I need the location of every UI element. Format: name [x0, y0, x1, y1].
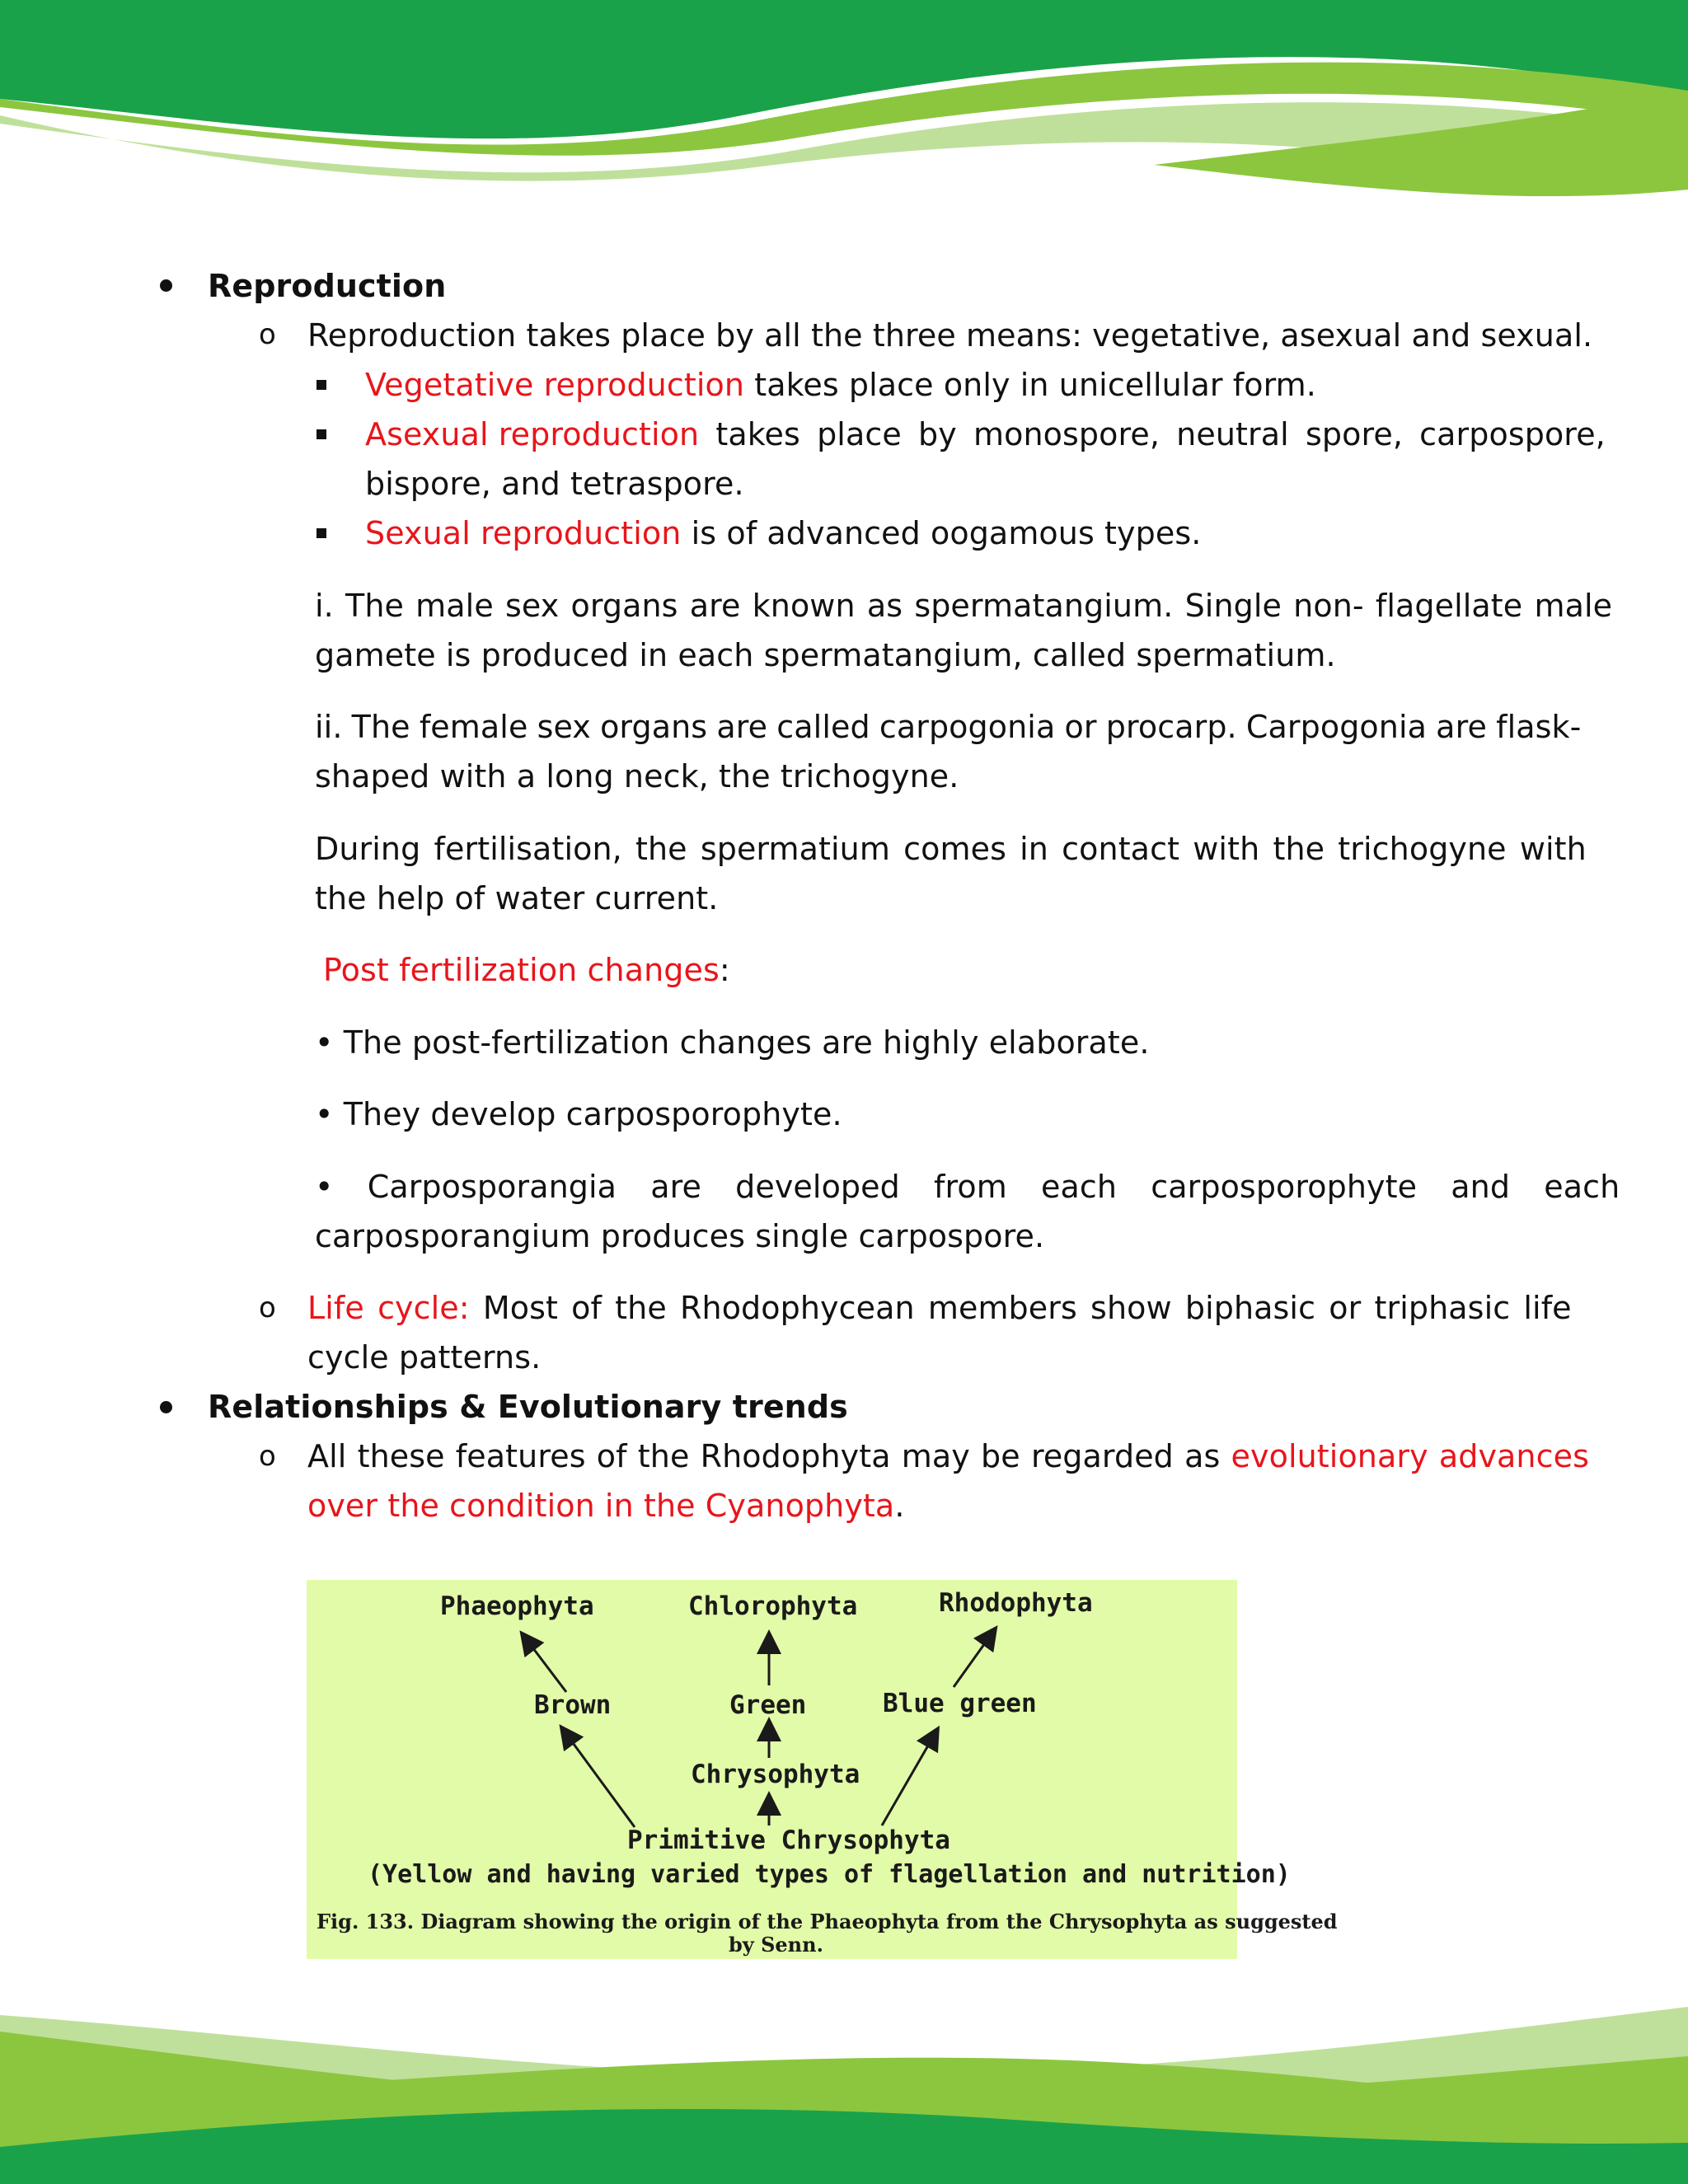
male-organs-line2: gamete is produced in each spermatangium, called spermatium. — [315, 637, 1336, 673]
relationships-text: All these features of the Rhodophyta may be regarded as — [307, 1438, 1231, 1474]
vegetative-text: takes place only in unicellular form. — [744, 367, 1316, 403]
label-chrysophyta: Chrysophyta — [691, 1760, 860, 1789]
vegetative-term: Vegetative reproduction — [365, 367, 745, 403]
sexual-item — [365, 513, 1201, 554]
reproduction-intro: Reproduction takes place by all the three means: vegetative, asexual and sexual. — [307, 317, 1593, 354]
label-blue-green: Blue green — [883, 1689, 1037, 1718]
relationships-period: . — [894, 1488, 905, 1524]
male-organs-line1: i. The male sex organs are known as spermatangium. Single non- flagellate male — [315, 588, 1613, 624]
vegetative-item — [365, 364, 1316, 405]
header-wave-decoration — [0, 0, 1688, 214]
post-fertilization-colon: : — [719, 952, 730, 988]
fertilisation-line1: During fertilisation, the spermatium comes in contact with the trichogyne with — [315, 831, 1587, 867]
life-cycle-text: Most of the Rhodophycean members show biphasic or triphasic life — [469, 1290, 1572, 1326]
post-point-1: • The post-fertilization changes are highly elaborate. — [315, 1024, 1150, 1061]
asexual-item-line2: bispore, and tetraspore. — [365, 466, 744, 502]
section-heading-relationships: Relationships & Evolutionary trends — [208, 1389, 848, 1425]
label-primitive-chrysophyta: Primitive Chrysophyta — [627, 1825, 950, 1855]
asexual-item — [365, 414, 1606, 455]
bullet-circle-icon: o — [259, 318, 276, 351]
sexual-term: Sexual reproduction — [365, 515, 682, 551]
bullet-circle-icon: o — [259, 1440, 276, 1473]
figure-caption-line2: by Senn. — [729, 1933, 823, 1957]
figure-caption: Fig. 133. Diagram showing the origin of the Phaeophyta from the Chrysophyta as suggested — [316, 1910, 1338, 1933]
fertilisation-line2: the help of water current. — [315, 880, 719, 916]
sexual-text: is of advanced oogamous types. — [681, 515, 1202, 551]
relationships-highlight-2: over the condition in the Cyanophyta — [307, 1488, 895, 1524]
label-yellow-note: (Yellow and having varied types of flagellation and nutrition) — [368, 1860, 1291, 1889]
label-rhodophyta: Rhodophyta — [939, 1588, 1093, 1618]
relationships-line1 — [307, 1436, 1589, 1477]
life-cycle-item — [307, 1287, 1572, 1329]
bullet-disc-icon — [160, 279, 172, 292]
evolution-diagram-figure — [307, 1580, 1338, 1959]
footer-wave-decoration — [0, 1982, 1688, 2184]
post-fertilization-heading — [323, 949, 730, 991]
female-organs-line1: ii. The female sex organs are called carpogonia or procarp. Carpogonia are flask- — [315, 709, 1582, 745]
bullet-square-icon — [316, 380, 326, 390]
relationships-highlight: evolutionary advances — [1231, 1438, 1589, 1474]
asexual-term: Asexual reproduction — [365, 416, 700, 452]
post-point-2: • They develop carposporophyte. — [315, 1096, 842, 1132]
post-fertilization-term: Post fertilization changes — [323, 952, 720, 988]
bullet-disc-icon — [160, 1401, 172, 1413]
life-cycle-line2: cycle patterns. — [307, 1339, 542, 1376]
bullet-square-icon — [316, 528, 326, 538]
life-cycle-term: Life cycle: — [307, 1290, 470, 1326]
female-organs-line2: shaped with a long neck, the trichogyne. — [315, 758, 959, 794]
post-point-3-line2: carposporangium produces single carpospore. — [315, 1218, 1045, 1254]
label-brown: Brown — [534, 1690, 612, 1720]
bullet-square-icon — [316, 429, 326, 439]
section-heading-reproduction: Reproduction — [208, 268, 447, 304]
bullet-circle-icon: o — [259, 1291, 276, 1324]
label-chlorophyta: Chlorophyta — [688, 1591, 858, 1621]
asexual-text: takes place by monospore, neutral spore, carpospore, — [699, 416, 1606, 452]
post-point-3-line1: • Carposporangia are developed from each carposporophyte and each — [315, 1169, 1620, 1205]
label-phaeophyta: Phaeophyta — [440, 1591, 594, 1621]
label-green: Green — [729, 1690, 807, 1720]
relationships-line2 — [307, 1485, 905, 1526]
